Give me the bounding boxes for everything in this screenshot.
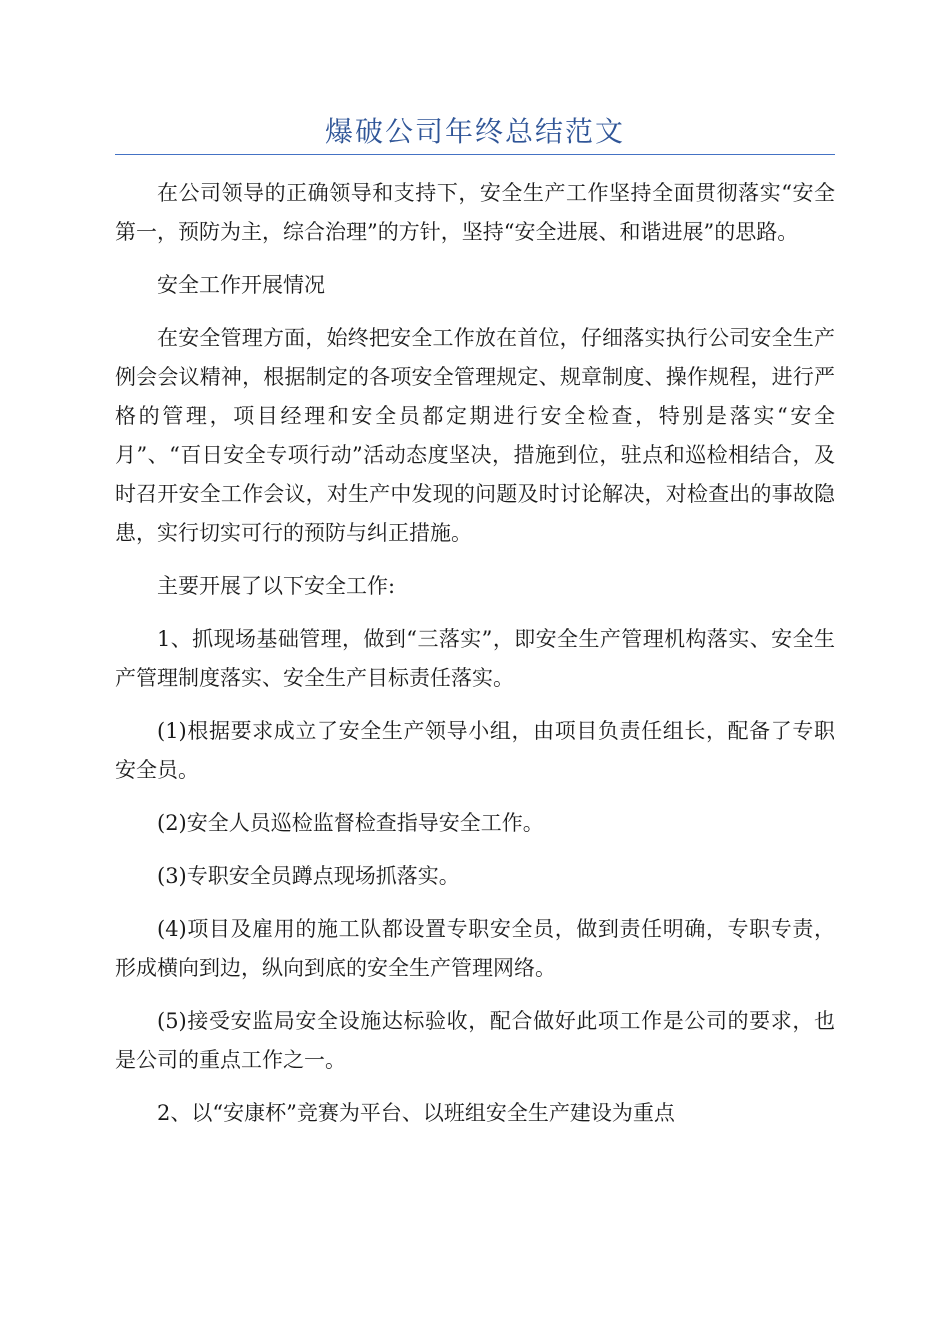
paragraph-item-1: 1、抓现场基础管理，做到“三落实”，即安全生产管理机构落实、安全生产管理制度落实、安全生产目标责任落实。: [115, 627, 835, 690]
paragraph-subitem-1: (1)根据要求成立了安全生产领导小组，由项目负责任组长，配备了专职安全员。: [115, 719, 835, 782]
paragraph-subitem-5: (5)接受安监局安全设施达标验收，配合做好此项工作是公司的要求，也是公司的重点工作之一。: [115, 1009, 835, 1072]
paragraph-intro: 在公司领导的正确领导和支持下，安全生产工作坚持全面贯彻落实“安全第一，预防为主，综合治理”的方针，坚持“安全进展、和谐进展”的思路。: [115, 181, 835, 244]
title-underline: [115, 154, 835, 155]
paragraph-management: 在安全管理方面，始终把安全工作放在首位，仔细落实执行公司安全生产例会会议精神，根据制定的各项安全管理规定、规章制度、操作规程，进行严格的管理，项目经理和安全员都定期进行安全检查，特别是落实“安全月”、“百日安全专项行动”活动态度坚决，措施到位，驻点和巡检相结合，及时召开安全工作会议，对生产中发现的问题及时讨论解决，对检查出的事故隐患，实行切实可行的预防与纠正措施。: [115, 326, 835, 545]
paragraph-main-work: 主要开展了以下安全工作:: [157, 574, 396, 598]
paragraph-subitem-4: (4)项目及雇用的施工队都设置专职安全员，做到责任明确，专职专责，形成横向到边，纵向到底的安全生产管理网络。: [115, 917, 835, 980]
paragraph-item-2: 2、以“安康杯”竞赛为平台、以班组安全生产建设为重点: [157, 1101, 675, 1125]
document-title: 爆破公司年终总结范文: [324, 115, 625, 148]
paragraph-subitem-2: (2)安全人员巡检监督检查指导安全工作。: [157, 811, 544, 835]
paragraph-section-heading: 安全工作开展情况: [157, 273, 325, 297]
paragraph-subitem-3: (3)专职安全员蹲点现场抓落实。: [157, 864, 460, 888]
document-body: [115, 174, 835, 1147]
